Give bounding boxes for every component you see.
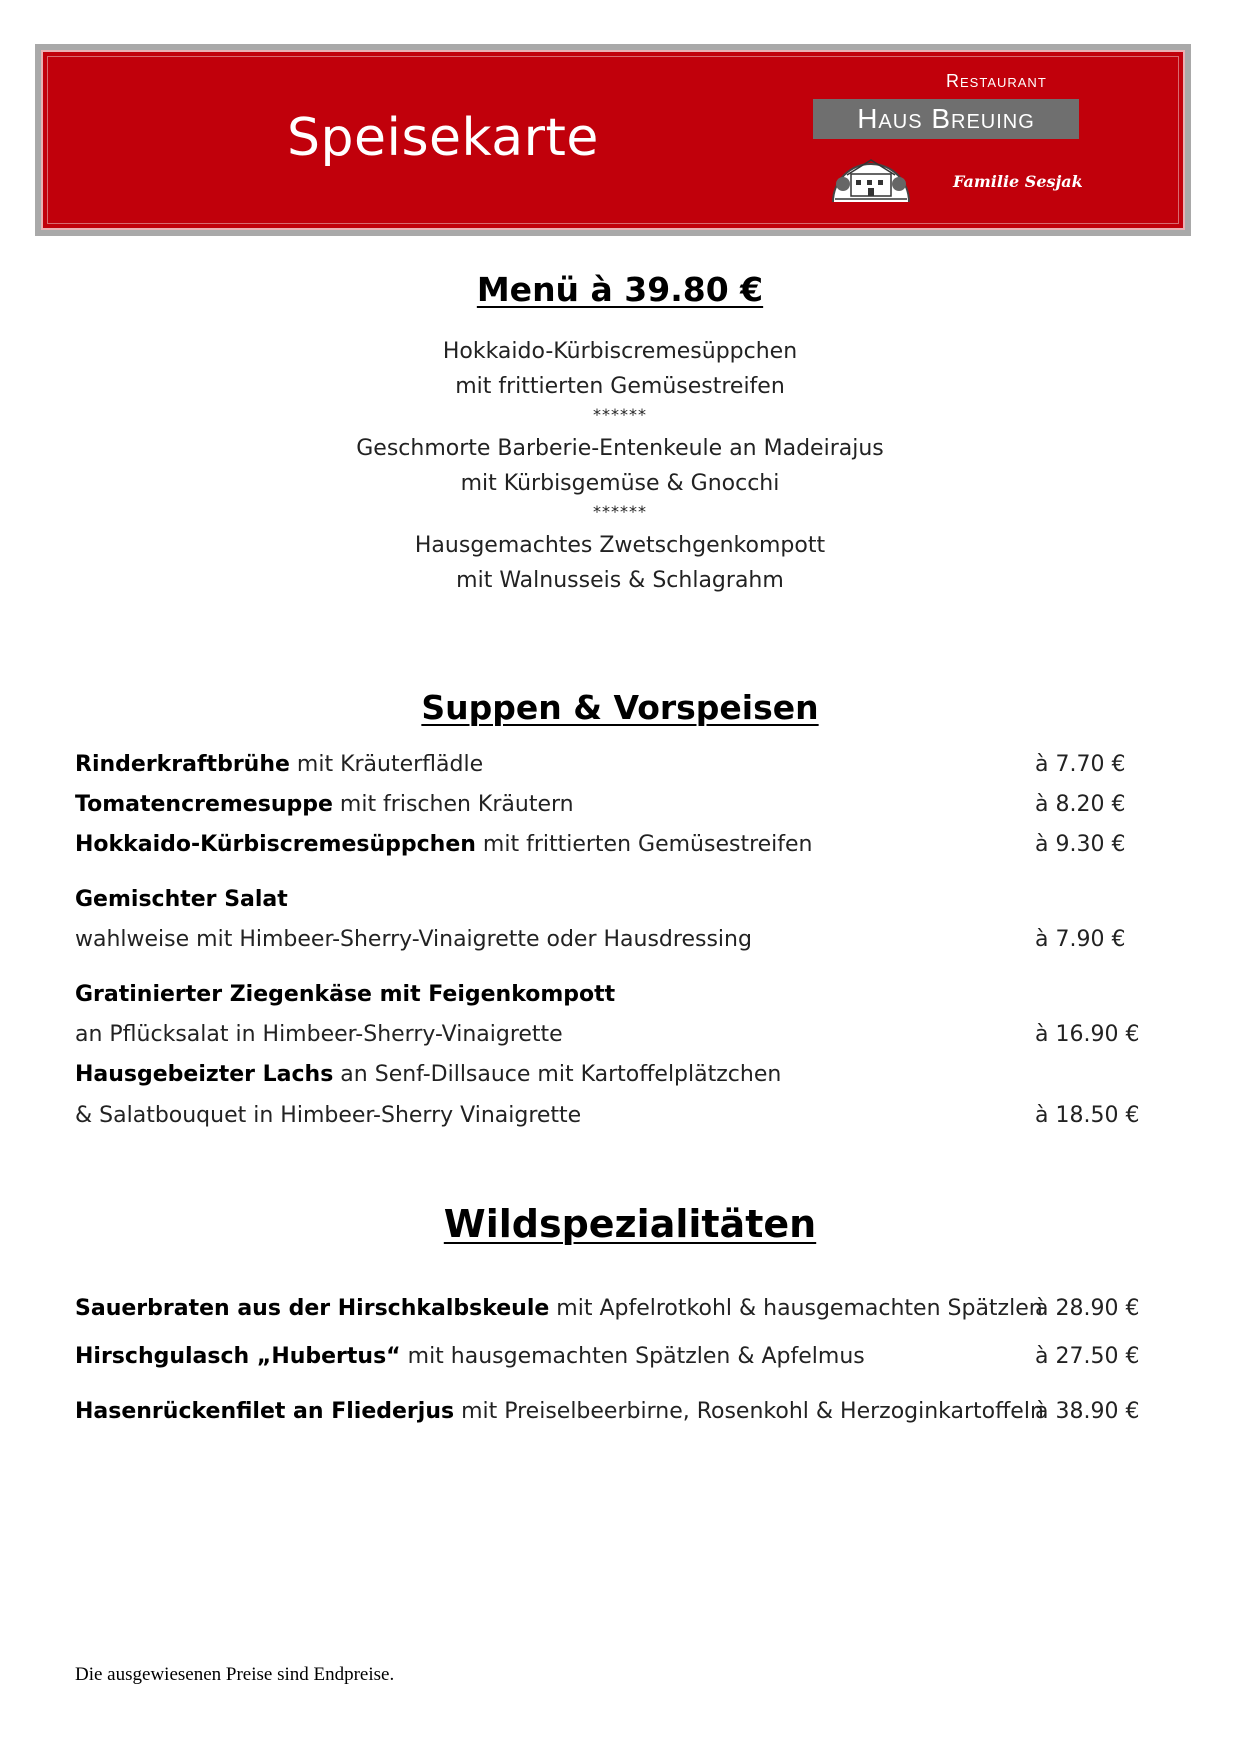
dish-name: Gemischter Salat bbox=[75, 887, 288, 912]
menu-line: Geschmorte Barberie-Entenkeule an Madeirajus bbox=[356, 436, 884, 461]
menu-line: mit Walnusseis & Schlagrahm bbox=[456, 568, 784, 593]
soups-title: Suppen & Vorspeisen bbox=[421, 688, 819, 727]
dish-price: à 7.70 € bbox=[1035, 752, 1126, 777]
family-signature: Familie Sesjak bbox=[953, 172, 1083, 191]
dish-description: mit frischen Kräutern bbox=[332, 792, 574, 817]
list-item bbox=[75, 884, 1165, 916]
dish-price: à 7.90 € bbox=[1035, 927, 1126, 952]
dish-price: à 16.90 € bbox=[1035, 1022, 1140, 1047]
dish-description: mit hausgemachten Spätzlen & Apfelmus bbox=[400, 1344, 865, 1369]
dish-description: mit Kräuterflädle bbox=[289, 752, 484, 777]
dish-description: mit Apfelrotkohl & hausgemachten Spätzlen bbox=[549, 1296, 1043, 1321]
dish-name: Hirschgulasch „Hubertus“ bbox=[75, 1344, 401, 1369]
game-title: Wildspezialitäten bbox=[443, 1202, 817, 1246]
dish-description: mit Preiselbeerbirne, Rosenkohl & Herzoginkartoffeln bbox=[454, 1399, 1044, 1424]
list-item bbox=[75, 1059, 1165, 1091]
dish-name: Gratinierter Ziegenkäse mit Feigenkompott bbox=[75, 982, 616, 1007]
list-item bbox=[75, 1396, 1165, 1428]
list-item bbox=[75, 1341, 1165, 1373]
menu-line: Hokkaido-Kürbiscremesüppchen bbox=[442, 339, 798, 364]
list-item bbox=[75, 1100, 1165, 1132]
house-emblem-icon bbox=[829, 144, 913, 204]
dish-price: à 8.20 € bbox=[1035, 792, 1126, 817]
dish-price: à 28.90 € bbox=[1035, 1296, 1140, 1321]
dish-description: an Pflücksalat in Himbeer-Sherry-Vinaigrette bbox=[75, 1022, 563, 1047]
dish-name: Sauerbraten aus der Hirschkalbskeule bbox=[75, 1296, 550, 1321]
dish-price: à 18.50 € bbox=[1035, 1103, 1140, 1128]
restaurant-label: Restaurant bbox=[946, 71, 1047, 91]
dish-name: Rinderkraftbrühe bbox=[75, 752, 290, 777]
dish-description: & Salatbouquet in Himbeer-Sherry Vinaigrette bbox=[75, 1103, 582, 1128]
dish-price: à 38.90 € bbox=[1035, 1399, 1140, 1424]
dish-description: an Senf-Dillsauce mit Kartoffelplätzchen bbox=[333, 1062, 782, 1087]
menu-title: Menü à 39.80 € bbox=[476, 270, 764, 309]
header-banner bbox=[35, 44, 1191, 236]
dish-name: Hausgebeizter Lachs bbox=[75, 1062, 334, 1087]
menu-line: mit frittierten Gemüsestreifen bbox=[455, 374, 785, 399]
menu-line: Hausgemachtes Zwetschgenkompott bbox=[414, 533, 826, 558]
footer-note: Die ausgewiesenen Preise sind Endpreise. bbox=[75, 1664, 395, 1685]
dish-price: à 9.30 € bbox=[1035, 832, 1126, 857]
page-title: Speisekarte bbox=[287, 108, 599, 168]
dish-price: à 27.50 € bbox=[1035, 1344, 1140, 1369]
dish-name: Tomatencremesuppe bbox=[75, 792, 333, 817]
list-item bbox=[75, 829, 1165, 861]
list-item bbox=[75, 1019, 1165, 1051]
menu-separator: ****** bbox=[593, 502, 647, 521]
menu-line: mit Kürbisgemüse & Gnocchi bbox=[460, 471, 780, 496]
list-item bbox=[75, 1293, 1165, 1325]
list-item bbox=[75, 924, 1165, 956]
brand-name: Haus Breuing bbox=[813, 99, 1079, 139]
list-item bbox=[75, 789, 1165, 821]
menu-separator: ****** bbox=[593, 405, 647, 424]
dish-description: mit frittierten Gemüsestreifen bbox=[475, 832, 813, 857]
list-item bbox=[75, 979, 1165, 1011]
dish-name: Hasenrückenfilet an Fliederjus bbox=[75, 1399, 455, 1424]
dish-description: wahlweise mit Himbeer-Sherry-Vinaigrette oder Hausdressing bbox=[75, 927, 752, 952]
header-banner-inner bbox=[41, 50, 1185, 230]
list-item bbox=[75, 749, 1165, 781]
dish-name: Hokkaido-Kürbiscremesüppchen bbox=[75, 832, 476, 857]
menu-courses bbox=[0, 334, 1240, 598]
